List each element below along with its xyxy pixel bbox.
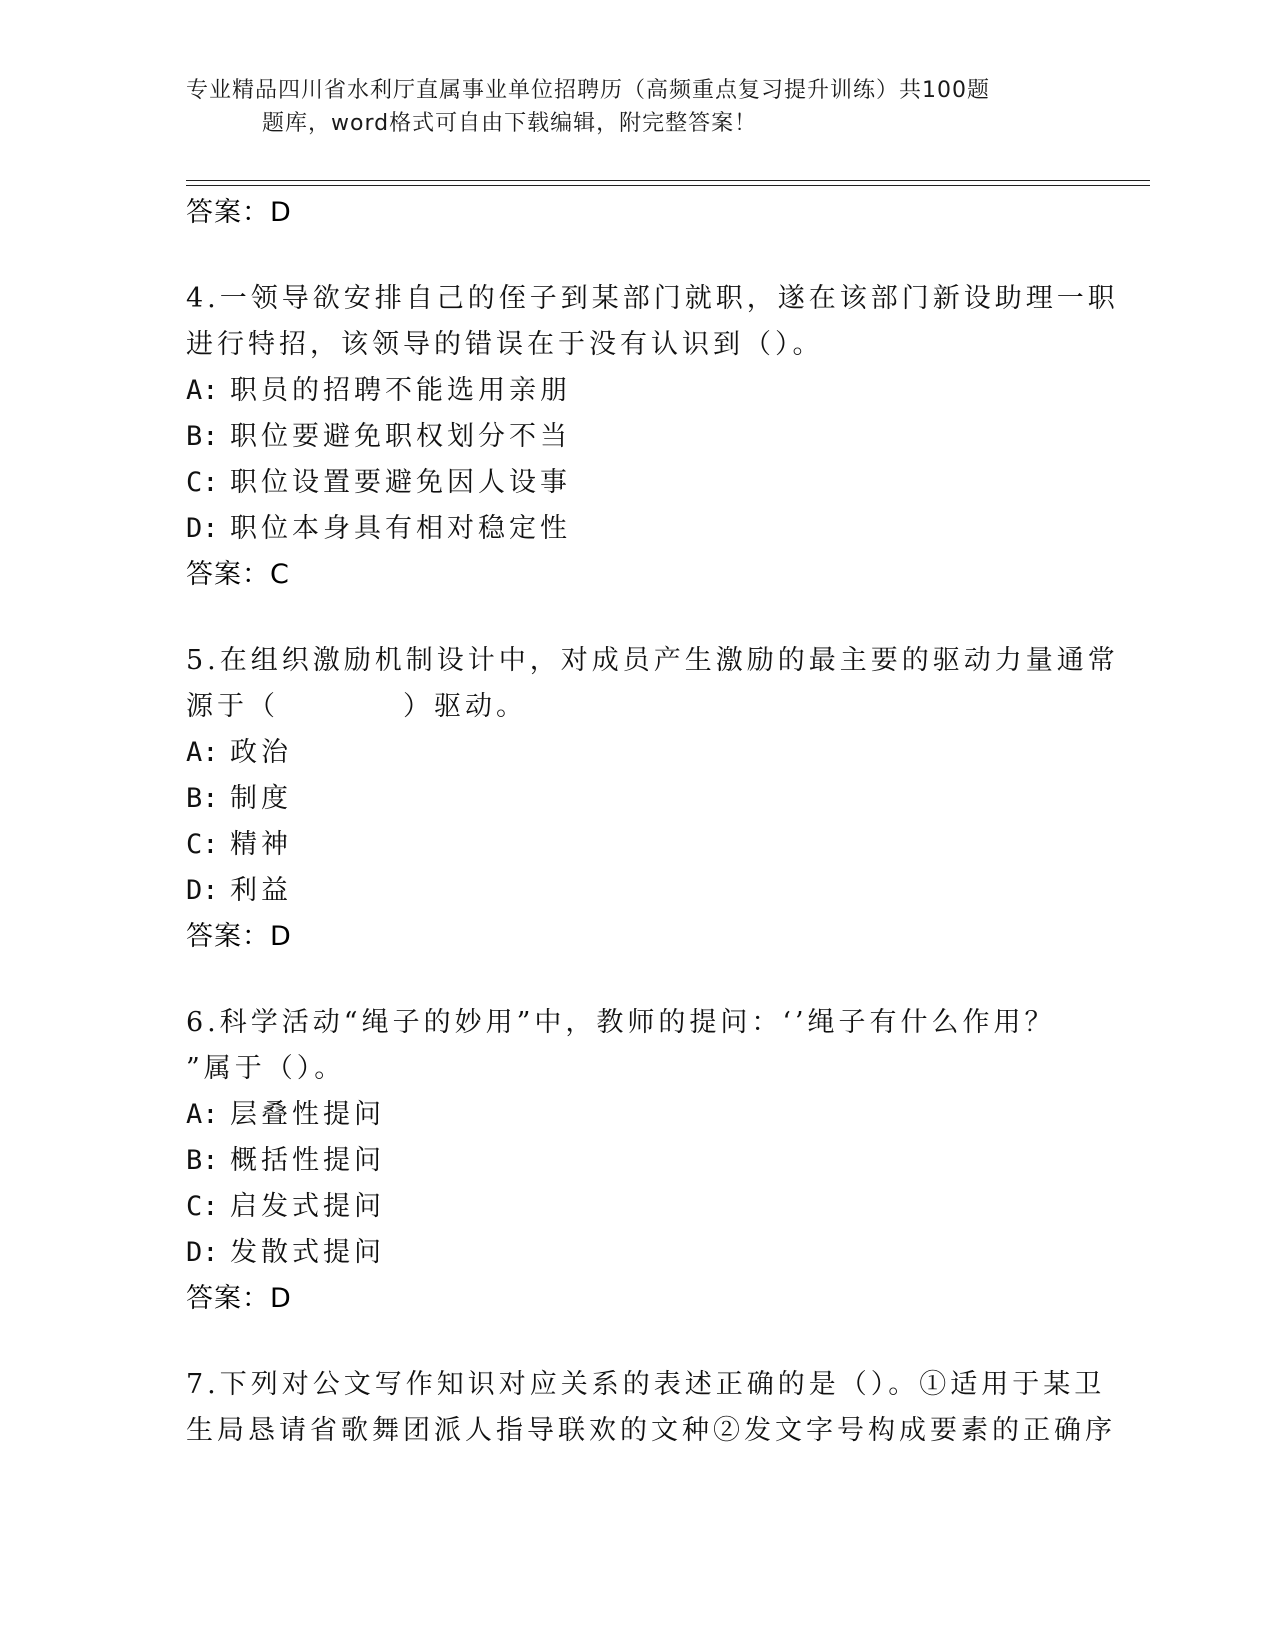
- question-4-option-c: [186, 460, 1056, 506]
- option-text: 职员的招聘不能选用亲朋: [230, 375, 571, 406]
- question-5-option-d: [186, 868, 1056, 914]
- question-6-option-c: [186, 1184, 1056, 1230]
- option-text: 制度: [230, 783, 292, 814]
- option-key: C:: [186, 1191, 219, 1222]
- document-body: [186, 190, 1119, 1454]
- option-text: 启发式提问: [230, 1191, 385, 1222]
- option-key: C:: [186, 829, 219, 860]
- question-6-option-a: [186, 1092, 1056, 1138]
- answer-q6: 答案：D: [186, 1283, 292, 1314]
- option-text: 层叠性提问: [230, 1099, 385, 1130]
- answer-q3: 答案：D: [186, 197, 292, 228]
- option-key: A:: [186, 1099, 219, 1130]
- option-key: A:: [186, 375, 219, 406]
- header-divider-bottom: [186, 185, 1150, 186]
- option-text: 职位本身具有相对稳定性: [230, 513, 571, 544]
- question-4-option-a: [186, 368, 1056, 414]
- question-4-option-b: [186, 414, 1056, 460]
- option-key: A:: [186, 737, 219, 768]
- question-5-option-a: [186, 730, 1056, 776]
- option-text: 职位设置要避免因人设事: [230, 467, 571, 498]
- question-5-stem-line-2: 源于（ ）驱动。: [186, 691, 527, 722]
- option-key: D:: [186, 1237, 219, 1268]
- question-6-option-d: [186, 1230, 1056, 1276]
- option-text: 精神: [230, 829, 292, 860]
- option-key: B:: [186, 783, 219, 814]
- question-7-stem: [186, 1362, 1116, 1454]
- question-6-stem-line-1: 6.科学活动“绳子的妙用”中，教师的提问：‘’绳子有什么作用？: [186, 1007, 1056, 1038]
- question-6-option-b: [186, 1138, 1056, 1184]
- header-divider-top: [186, 180, 1150, 181]
- header-title-line-1: 专业精品四川省水利厅直属事业单位招聘历（高频重点复习提升训练）共100题: [186, 78, 990, 103]
- question-5-stem-line-1: 5.在组织激励机制设计中，对成员产生激励的最主要的驱动力量通常: [186, 645, 1119, 676]
- option-key: D:: [186, 513, 219, 544]
- question-4-stem-line-2: 进行特招，该领导的错误在于没有认识到（）。: [186, 329, 824, 360]
- question-4-stem: [186, 276, 1119, 368]
- question-7-stem-line-1: 7.下列对公文写作知识对应关系的表述正确的是（）。①适用于某卫: [186, 1369, 1106, 1400]
- answer-q5: 答案：D: [186, 921, 292, 952]
- question-7-stem-line-2: 生局恳请省歌舞团派人指导联欢的文种②发文字号构成要素的正确序: [186, 1415, 1116, 1446]
- question-4-stem-line-1: 4.一领导欲安排自己的侄子到某部门就职，遂在该部门新设助理一职: [186, 283, 1119, 314]
- header-title-line-2: 题库，word格式可自由下载编辑，附完整答案！: [262, 111, 758, 136]
- question-6-stem: [186, 1000, 1056, 1092]
- question-4-option-d: [186, 506, 1056, 552]
- option-text: 职位要避免职权划分不当: [230, 421, 571, 452]
- question-6-stem-line-2: ”属于（）。: [186, 1053, 346, 1084]
- option-text: 概括性提问: [230, 1145, 385, 1176]
- option-text: 利益: [230, 875, 292, 906]
- option-key: B:: [186, 1145, 219, 1176]
- option-text: 发散式提问: [230, 1237, 385, 1268]
- answer-q4: 答案：C: [186, 559, 290, 590]
- option-key: C:: [186, 467, 219, 498]
- page-header: [186, 74, 1056, 140]
- question-5-option-c: [186, 822, 1056, 868]
- option-text: 政治: [230, 737, 292, 768]
- option-key: B:: [186, 421, 219, 452]
- question-5-stem: [186, 638, 1119, 730]
- option-key: D:: [186, 875, 219, 906]
- question-5-option-b: [186, 776, 1056, 822]
